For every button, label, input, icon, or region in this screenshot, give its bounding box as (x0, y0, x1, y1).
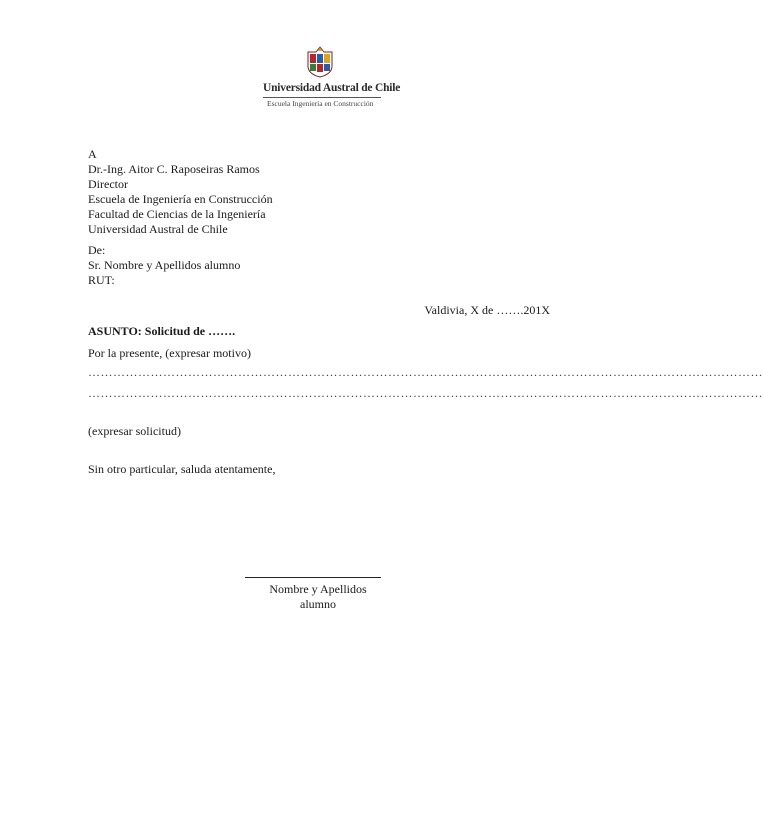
logo-divider (263, 97, 381, 98)
recipient-school: Escuela de Ingeniería en Construcción (88, 192, 273, 206)
signature-role: alumno (300, 597, 336, 611)
body-request: (expresar solicitud) (88, 424, 181, 438)
university-crest-icon (307, 46, 333, 78)
recipient-to-label: A (88, 147, 97, 161)
recipient-name: Dr.-Ing. Aitor C. Raposeiras Ramos (88, 162, 260, 176)
recipient-faculty: Facultad de Ciencias de la Ingeniería (88, 207, 266, 221)
subject-line: ASUNTO: Solicitud de ……. (88, 324, 236, 338)
date-line: Valdivia, X de …….201X (424, 303, 550, 317)
body-dotted-line-1: ……………………………………………………………………………………………………………………………………………… (88, 365, 763, 379)
signature-name: Nombre y Apellidos (269, 582, 367, 596)
university-logo (255, 46, 401, 114)
recipient-role: Director (88, 177, 128, 191)
signature-line (245, 577, 381, 578)
recipient-university: Universidad Austral de Chile (88, 222, 228, 236)
logo-university-name: Universidad Austral de Chile (263, 82, 401, 94)
body-closing: Sin otro particular, saluda atentamente, (88, 462, 276, 476)
logo-school-name: Escuela Ingeniería en Construcción (267, 99, 374, 108)
body-dotted-line-2: ……………………………………………………………………………………………………………………………………………… (88, 386, 763, 400)
sender-rut: RUT: (88, 273, 115, 287)
body-intro: Por la presente, (expresar motivo) (88, 346, 251, 360)
sender-from-label: De: (88, 243, 106, 257)
sender-name: Sr. Nombre y Apellidos alumno (88, 258, 241, 272)
